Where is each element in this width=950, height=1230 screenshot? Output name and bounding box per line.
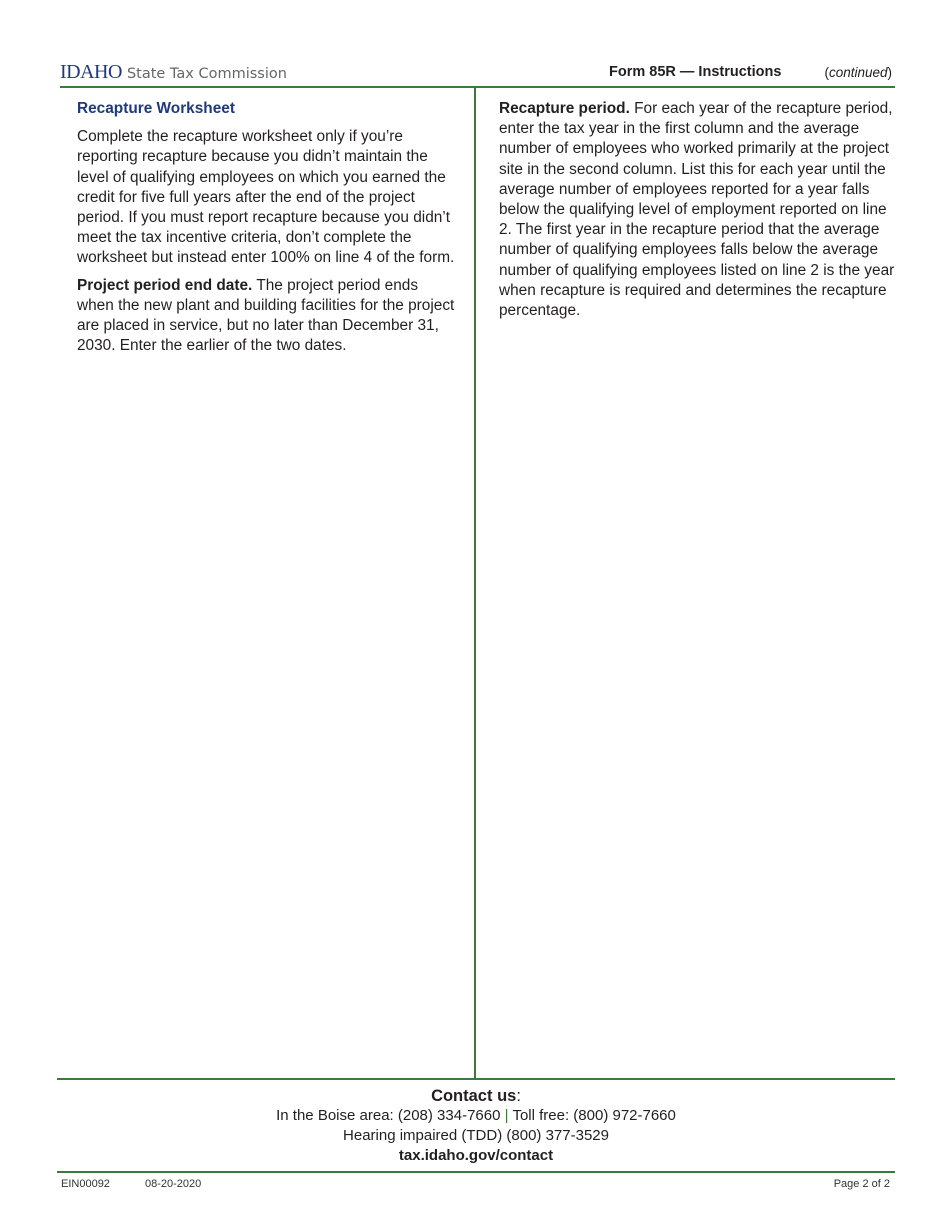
contact-box (57, 1078, 895, 1173)
worksheet-intro: Complete the recapture worksheet only if you’re reporting recapture because you didn’t maintain the level of qualifying employees on which you earned the credit for five full years after the end of the project period. If you must report recapture because you didn’t meet the tax incentive criteria, don’t complete the worksheet but instead enter 100% on line 4 of the form. (77, 128, 455, 267)
project-period-lead: Project period end date. (77, 276, 253, 294)
contact-title: Contact us: (431, 1087, 521, 1105)
page-header (60, 60, 895, 88)
left-column (77, 99, 457, 363)
phone-separator: | (504, 1107, 509, 1124)
toll-free-phone: Toll free: (800) 972-7660 (512, 1107, 676, 1124)
logo-wordmark: IDAHO (60, 61, 122, 83)
form-id: EIN00092 (61, 1178, 110, 1190)
recapture-period-paragraph (499, 99, 895, 321)
section-heading: Recapture Worksheet (77, 100, 235, 117)
continued-label: (continued) (824, 65, 892, 80)
phone-line (57, 1106, 895, 1126)
continued-text: continued (828, 65, 888, 80)
project-period-paragraph (77, 276, 457, 357)
logo-agency-name: State Tax Commission (126, 66, 287, 82)
contact-title-text: Contact us (431, 1087, 517, 1105)
column-divider (474, 88, 476, 1078)
recapture-period-lead: Recapture period. (499, 100, 630, 117)
boise-phone: In the Boise area: (208) 334-7660 (276, 1107, 501, 1124)
right-column (499, 99, 895, 328)
tdd-phone: Hearing impaired (TDD) (800) 377-3529 (343, 1127, 609, 1144)
form-title: Form 85R — Instructions (609, 64, 782, 80)
project-period-text: The project period ends when the new plant and building facilities for the project are placed in service, but no later than December 31, 2030. Enter the earlier of the two dates. (77, 276, 455, 355)
contact-url[interactable]: tax.idaho.gov/contact (398, 1147, 554, 1164)
recapture-period-text: For each year of the recapture period, enter the tax year in the first column and the average number of employees who worked primarily at the project site in the second column. List this for each year until the average number of employees reported for a year falls below the qualifying level of employment reported on line 2. The first year in the recapture period that the average number of qualifying employees falls below the average number of qualifying employees listed on line 2 is the year when recapture is required and determines the recapture percentage. (499, 100, 895, 320)
revision-date: 08-20-2020 (145, 1178, 202, 1190)
page-number: Page 2 of 2 (833, 1178, 890, 1190)
agency-logo (60, 62, 287, 84)
